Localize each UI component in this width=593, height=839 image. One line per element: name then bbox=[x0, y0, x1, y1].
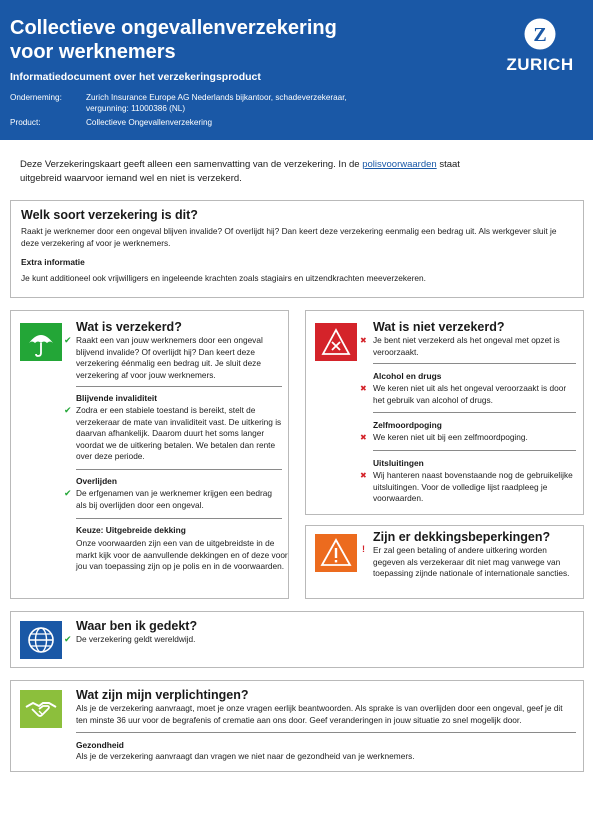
divider bbox=[76, 732, 576, 733]
insured-card bbox=[10, 310, 289, 599]
divider bbox=[373, 450, 576, 451]
divider bbox=[76, 518, 282, 519]
product-value: Collectieve Ongevallenverzekering bbox=[86, 118, 213, 127]
umbrella-icon bbox=[20, 323, 62, 361]
check-icon: ✔ bbox=[64, 335, 72, 345]
document-header bbox=[0, 0, 593, 140]
zurich-logo-icon bbox=[498, 16, 582, 54]
extended-coverage-title: Keuze: Uitgebreide dekking bbox=[76, 525, 186, 535]
not-insured-card bbox=[305, 310, 584, 515]
check-icon: ✔ bbox=[64, 405, 72, 415]
coverage-area-text: De verzekering geldt wereldwijd. bbox=[76, 634, 196, 644]
divider bbox=[373, 412, 576, 413]
insured-title: Wat is verzekerd? bbox=[76, 320, 182, 334]
limitations-card bbox=[305, 525, 584, 599]
cross-icon: ✖ bbox=[360, 384, 367, 393]
obligations-card bbox=[10, 680, 584, 772]
cross-warning-icon bbox=[315, 323, 357, 361]
document-subtitle: Informatiedocument over het verzekeringsproduct bbox=[10, 71, 261, 83]
exclusions-text: Wij hanteren naast bovenstaande nog de gebruikelijke uitsluitingen. Voor de volledige lijst raadpleeg je voorwaarden. bbox=[373, 470, 573, 503]
permanent-disability-title: Blijvende invaliditeit bbox=[76, 393, 157, 403]
product-row bbox=[10, 117, 390, 129]
divider bbox=[76, 469, 282, 470]
limitations-text: Er zal geen betaling of andere uitkering worden gegeven als verzekeraar dit niet mag vanwege van toepassing zijnde nationale of internationale sancties. bbox=[373, 545, 570, 578]
not-insured-title: Wat is niet verzekerd? bbox=[373, 320, 505, 334]
suicide-attempt-title: Zelfmoordpoging bbox=[373, 420, 442, 430]
health-text: Als je de verzekering aanvraagt dan vragen we niet naar de gezondheid van je werknemers. bbox=[76, 751, 415, 761]
company-row bbox=[10, 92, 390, 116]
insurance-type-card bbox=[10, 200, 584, 298]
divider bbox=[373, 363, 576, 364]
exclamation-warning-icon bbox=[315, 534, 357, 572]
death-text: De erfgenamen van je werknemer krijgen een bedrag als bij overlijden door een ongeval. bbox=[76, 488, 273, 510]
permanent-disability-text: Zodra er een stabiele toestand is bereikt, stelt de verzekeraar de mate van invaliditeit vast. De uitkering is daarvan afhankelijk. Daarom duurt het soms langer voordat we de uitkering betalen. We betalen dan rente over deze periode. bbox=[76, 405, 282, 461]
policy-conditions-link[interactable]: polisvoorwaarden bbox=[362, 159, 437, 170]
cross-icon: ✖ bbox=[360, 336, 367, 345]
intro-text: Deze Verzekeringskaart geeft alleen een samenvatting van de verzekering. In de polisvoorwaarden staat uitgebreid waarvoor iemand wel en niet is verzekerd. bbox=[20, 159, 460, 184]
obligations-title: Wat zijn mijn verplichtingen? bbox=[76, 688, 249, 702]
product-label: Product: bbox=[10, 118, 41, 127]
extra-info-title: Extra informatie bbox=[21, 257, 85, 267]
extra-info-text: Je kunt additioneel ook vrijwilligers en ingeleende krachten zoals stagiairs en uitzendkrachten meeverzekeren. bbox=[21, 273, 426, 283]
exclamation-icon: ! bbox=[362, 544, 365, 554]
company-label: Onderneming: bbox=[10, 93, 62, 102]
zurich-logo-text: ZURICH bbox=[506, 55, 574, 74]
health-title: Gezondheid bbox=[76, 740, 124, 750]
alcohol-drugs-text: We keren niet uit als het ongeval veroorzaakt is door het gebruik van alcohol of drugs. bbox=[373, 383, 567, 405]
alcohol-drugs-title: Alcohol en drugs bbox=[373, 371, 442, 381]
obligations-text: Als je de verzekering aanvraagt, moet je onze vragen eerlijk beantwoorden. Als sprake is van overlijden door een ongeval, geef je dit ten minste 36 uur voor de begrafenis of crematie aan ons door. Geef veranderingen in jouw situatie zo snel mogelijk door. bbox=[76, 703, 563, 725]
insurance-type-text: Raakt je werknemer door een ongeval blijven invalide? Of overlijdt hij? Dan keert deze verzekering eenmalig een bedrag uit. Als werkgever sluit je deze verzekering af voor je werknemers. bbox=[21, 226, 557, 248]
handshake-icon bbox=[20, 690, 62, 728]
death-title: Overlijden bbox=[76, 476, 117, 486]
insured-intro: Raakt een van jouw werknemers door een ongeval blijvend invalide? Of overlijdt hij? Dan keert deze verzekering éénmalig een bedrag uit. Je sluit deze verzekering af voor jouw werknemers. bbox=[76, 335, 263, 380]
globe-icon bbox=[20, 621, 62, 659]
cross-icon: ✖ bbox=[360, 433, 367, 442]
suicide-attempt-text: We keren niet uit bij een zelfmoordpoging. bbox=[373, 432, 528, 442]
coverage-area-title: Waar ben ik gedekt? bbox=[76, 619, 198, 633]
cross-icon: ✖ bbox=[360, 471, 367, 480]
coverage-area-card bbox=[10, 611, 584, 668]
check-icon: ✔ bbox=[64, 634, 72, 644]
limitations-title: Zijn er dekkingsbeperkingen? bbox=[373, 530, 551, 544]
check-icon: ✔ bbox=[64, 488, 72, 498]
document-title: Collectieve ongevallenverzekering voor werknemers bbox=[10, 17, 337, 63]
extended-coverage-text: Onze voorwaarden zijn een van de uitgebreidste in de markt kijk voor de aanvullende dekkingen en of deze voor jou van toepassing zijn op je polis en in de voorwaarden. bbox=[76, 538, 288, 571]
divider bbox=[76, 386, 282, 387]
zurich-logo bbox=[498, 16, 582, 78]
exclusions-title: Uitsluitingen bbox=[373, 458, 424, 468]
not-insured-intro: Je bent niet verzekerd als het ongeval met opzet is veroorzaakt. bbox=[373, 335, 560, 357]
svg-text:Z: Z bbox=[533, 24, 547, 46]
company-value: Zurich Insurance Europe AG Nederlands bijkantoor, schadeverzekeraar, vergunning: 11000386 (NL) bbox=[86, 93, 347, 113]
insurance-type-title: Welk soort verzekering is dit? bbox=[21, 208, 198, 222]
